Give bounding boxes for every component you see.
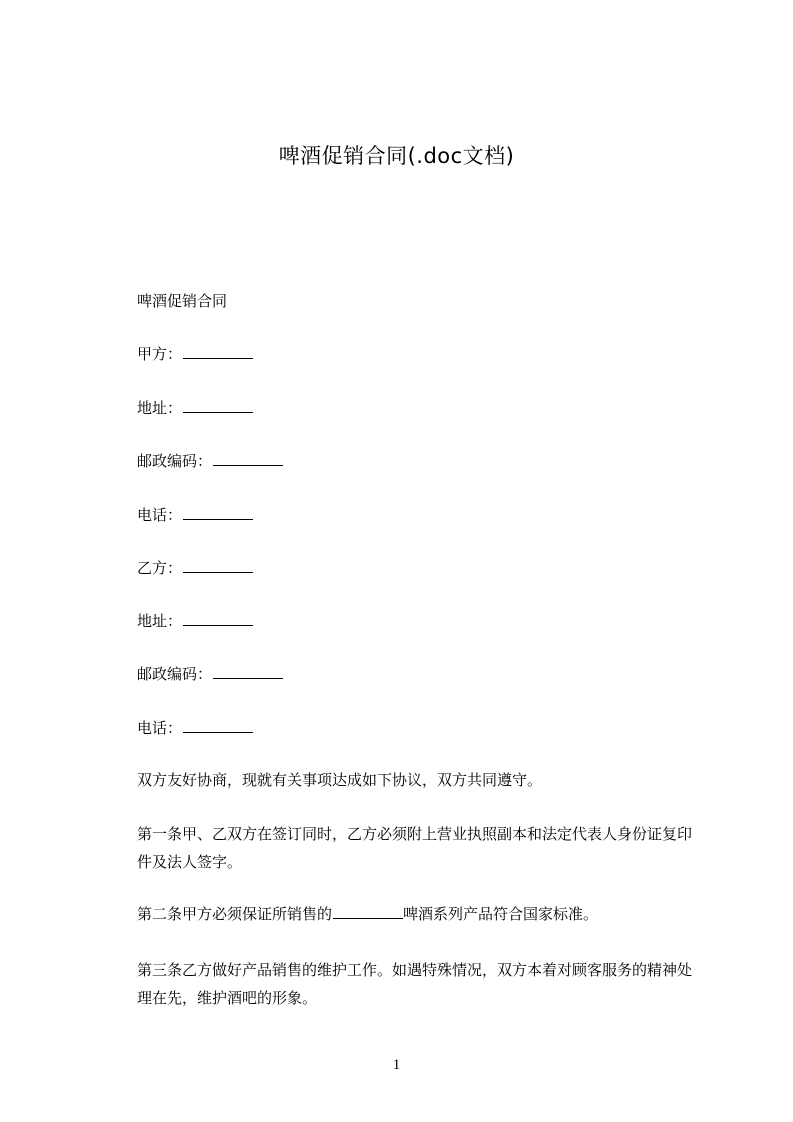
party-b-phone-label: 电话： <box>137 719 183 737</box>
party-a-address-label: 地址： <box>137 399 183 417</box>
contract-subtitle: 啤酒促销合同 <box>137 292 228 310</box>
document-title: 啤酒促销合同(.doc文档) <box>278 144 515 168</box>
party-a-address-line <box>137 396 253 420</box>
intro-paragraph: 双方友好协商，现就有关事项达成如下协议，双方共同遵守。 <box>137 771 543 789</box>
page-number: 1 <box>392 1057 401 1073</box>
party-b-phone-line <box>137 716 253 740</box>
party-b-name-label: 乙方： <box>137 559 183 577</box>
party-a-postal-blank <box>213 451 283 466</box>
article-1-paragraph <box>105 820 701 876</box>
article-2-brand-blank <box>333 904 403 919</box>
party-b-postal-line <box>137 662 283 686</box>
party-a-phone-label: 电话： <box>137 506 183 524</box>
article-3-text: 第三条乙方做好产品销售的维护工作。如遇特殊情况，双方本着对顾客服务的精神处理在先，维护酒吧的形象。 <box>137 961 693 1007</box>
article-2-text-after: 啤酒系列产品符合国家标准。 <box>403 905 599 923</box>
party-b-address-label: 地址： <box>137 612 183 630</box>
party-a-postal-line <box>137 449 283 473</box>
party-a-postal-label: 邮政编码： <box>137 452 213 470</box>
party-b-address-line <box>137 609 253 633</box>
article-3-paragraph <box>105 956 701 1012</box>
party-a-name-label: 甲方： <box>137 345 183 363</box>
article-1-text: 第一条甲、乙双方在签订同时，乙方必须附上营业执照副本和法定代表人身份证复印件及法人签字。 <box>137 825 693 871</box>
article-2-text-before: 第二条甲方必须保证所销售的 <box>137 905 333 923</box>
party-a-name-blank <box>183 344 253 359</box>
party-b-name-line <box>137 556 253 580</box>
party-a-phone-line <box>137 503 253 527</box>
party-b-postal-blank <box>213 664 283 679</box>
party-a-phone-blank <box>183 505 253 520</box>
party-b-postal-label: 邮政编码： <box>137 665 213 683</box>
article-2-paragraph <box>137 902 598 926</box>
party-a-address-blank <box>183 398 253 413</box>
party-b-name-blank <box>183 558 253 573</box>
party-a-name-line <box>137 342 253 366</box>
party-b-address-blank <box>183 611 253 626</box>
party-b-phone-blank <box>183 718 253 733</box>
